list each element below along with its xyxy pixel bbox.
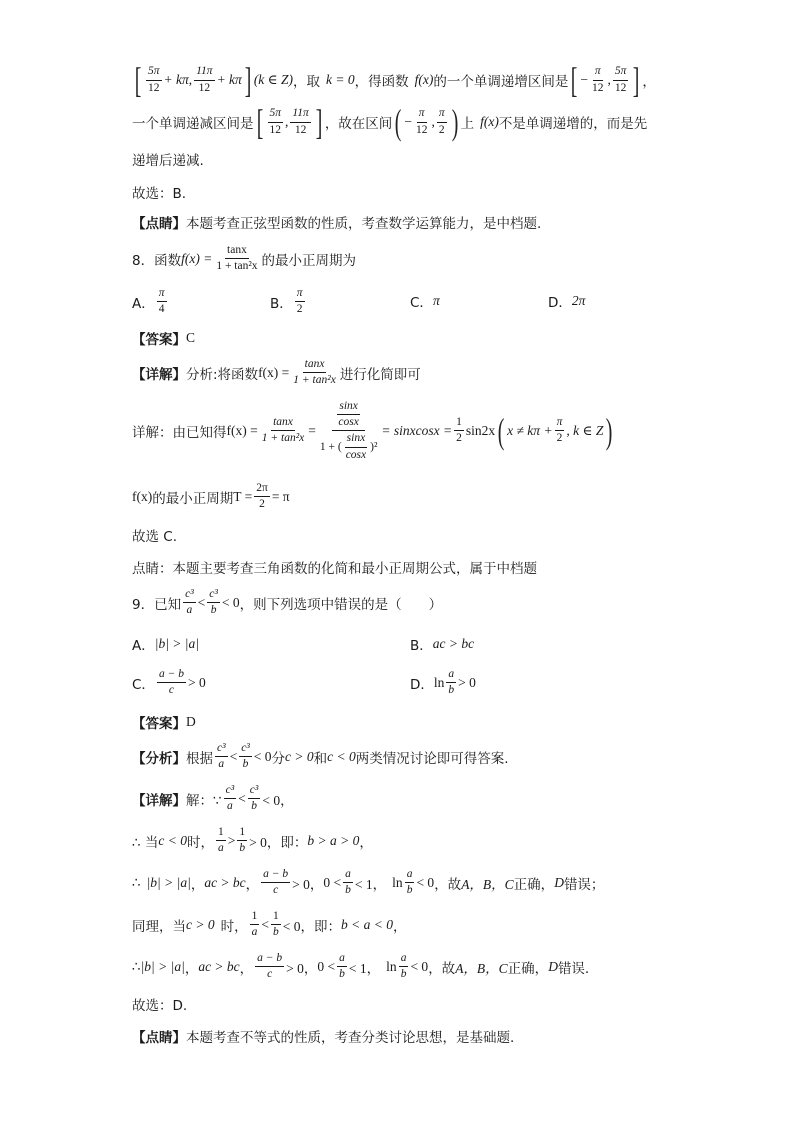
q8-stem [132,244,356,273]
text: ， [190,876,205,893]
text: 分析:将函数 [186,366,259,383]
q9-detail [132,784,294,813]
text: 递增后递减. [132,153,204,169]
fraction-a-b: $\frac{a}{b}$ [400,952,407,981]
fraction-a-b: $\frac{a}{b}$ [339,952,345,981]
plus-kpi: + kπ [216,72,242,87]
text: 分 [271,750,285,767]
q8-select [132,525,177,545]
fraction-a-b: $\frac{a}{b}$ [345,868,351,897]
text: 故选：B. [132,186,187,202]
option-label: A． [132,295,155,312]
fraction-11pi-12: $\frac{11\pi}{12}$ [292,107,309,136]
lt-zero: < 0 [253,748,272,764]
text: 同理，当 [132,918,186,935]
q8-option-c[interactable] [410,291,440,311]
fraction-1-2: $\frac{1}{2}$ [456,416,462,445]
left-paren: ( [497,410,505,451]
text: ， [359,834,373,851]
q8-derivation [132,400,615,462]
ln: ln [433,674,445,690]
text: > 0， [286,960,318,976]
text: < 0 [410,958,429,974]
option-value: 2π [571,293,586,308]
d: D [554,874,564,890]
option-value: > 0 [458,674,476,690]
ac-gt-bc: ac > bc [204,874,246,890]
text: ∴ [132,958,141,975]
b-lt-a-lt-0: b < a < 0 [340,916,393,932]
d: D [548,958,558,974]
fraction-c3-a: $\frac{\text{c³}}{a}$ [225,784,235,813]
abs-b-gt-abs-a: |b| > |a| [146,874,191,890]
fraction-c3-b: $\frac{\text{c³}}{b}$ [241,742,250,771]
sinxcosx: = sinxcosx = [381,422,453,438]
option-value: ac > bc [432,636,475,651]
comma-cn: ， [642,74,656,90]
q9-step-2 [132,868,604,897]
text: 详解：由已知得 [132,424,227,441]
fraction-a-minus-b-c: $\frac{a - b}{c}$ [158,668,184,697]
q9-option-d[interactable] [410,668,476,697]
tag-answer: 【答案】 [132,332,186,348]
right-bracket: ] [315,102,323,142]
option-value: > 0 [187,674,206,690]
q9-step-1 [132,826,373,855]
q8-comment [132,557,537,577]
fraction-tan: $\frac{\tan x}{\text{1 + tan²x}}$ [216,244,258,273]
abs-b-gt-abs-a: |b| > |a| [140,958,185,974]
text: 时， [187,834,214,851]
text: > 0，即： [249,834,308,850]
fx: f(x) [132,488,153,504]
fraction-pi-12: $\frac{\pi}{12}$ [592,65,604,94]
option-label: C． [132,676,155,693]
fraction-1-b: $\frac{1}{b}$ [239,826,246,855]
tag-detail: 【详解】 [132,366,186,383]
ln: ln [392,874,403,890]
fraction-1-b: $\frac{1}{b}$ [272,910,279,939]
line-2 [132,104,647,140]
q8-period [132,482,290,511]
option-label: D． [410,676,434,693]
fraction-a-b: $\frac{a}{b}$ [448,668,455,697]
ac-gt-bc: ac > bc [198,958,240,974]
option-value: |b| > |a| [154,636,199,651]
q9-step-3 [132,910,406,939]
comma: , [607,72,611,87]
equals: = [308,422,316,438]
q8-option-d[interactable] [548,291,585,311]
text: ， [239,960,254,977]
fraction-pi-2: $\frac{\pi}{2}$ [556,416,563,445]
c-gt-0: c > 0 [285,748,314,764]
fraction-pi-2: $\frac{\pi}{2}$ [296,287,303,316]
fx: f(x) = [181,250,213,266]
tag-dianjing: 【点睛】 [132,1030,186,1046]
q9-stem [132,588,442,617]
text: < 0，即： [282,918,341,934]
fraction-2pi-2: $\frac{2\pi}{2}$ [256,482,268,511]
option-value: π [432,293,440,308]
text: 点睛：本题主要考查三角函数的化简和最小正周期公式，属于中档题 [132,561,537,577]
minus: − [580,72,589,87]
plus-kpi: + kπ [163,72,189,87]
fraction-c3-a: $\frac{\text{c³}}{a}$ [217,742,226,771]
text: 故选 C. [132,529,178,545]
condition: x ≠ kπ + [507,422,553,438]
text: < 0 [416,874,435,890]
fraction-sincos: $\frac{\sin x}{\cos x}$ [338,400,359,429]
option-label: D． [548,295,572,311]
fraction-11pi-12: $\frac{11\pi}{12}$ [196,65,213,94]
greater-than: > [227,832,236,848]
text: ， [245,876,260,893]
left-bracket: [ [571,60,578,100]
text: 本题考查正弦型函数的性质，考查数学运算能力，是中档题. [186,216,542,232]
q8-option-a[interactable] [132,287,169,316]
fraction-5pi-12: $\frac{5\pi}{12}$ [269,107,282,136]
k-zero: k = 0 [326,72,355,87]
text: ，故 [434,876,462,893]
less-than: < [197,594,206,610]
text: 不是单调递增的，而是先 [498,116,648,132]
text: < 1， [348,960,381,976]
text: 0 < [317,958,336,974]
text: 根据 [186,750,213,767]
q9-comment [132,1026,514,1046]
fx: f(x) [414,72,434,87]
text: 上 [460,116,475,132]
q9-option-c[interactable] [132,668,206,697]
right-bracket: ] [633,60,640,100]
ln: ln [386,958,397,974]
fraction-tan: $\frac{\tan x}{\text{1 + tan²x}}$ [261,416,305,445]
k-in-z: (k ∈ Z) [253,72,294,87]
tag-detail: 【详解】 [132,792,186,809]
left-bracket: [ [256,102,263,142]
less-than: < [261,916,269,932]
q8-option-b[interactable] [270,287,307,316]
minus: − [404,114,412,129]
text: 9．已知 [132,596,182,613]
text: 8．函数 [132,252,182,269]
text: 解：∵ [186,792,222,809]
condition-k: , k ∈ Z [566,422,604,438]
fraction-pi-12: $\frac{\pi}{12}$ [415,107,428,136]
text: 两类情况讨论即可得答案. [355,750,509,767]
option-label: A． [132,638,155,654]
tag-answer: 【答案】 [132,716,186,732]
right-paren: ) [606,410,613,451]
answer-value: D [186,714,196,729]
equals-pi: = π [271,488,290,504]
text: ， [184,960,199,977]
text: ∴ [132,874,141,891]
text: 的最小正周期 [152,490,234,507]
text: 错误； [563,876,605,893]
b-gt-a-gt-0: b > a > 0 [307,832,360,848]
fraction-sincos: $\frac{\sin x}{\cos x}$ [345,432,367,461]
line-3 [132,149,204,169]
text: 故选：D. [132,998,188,1014]
c-lt-0: c < 0 [158,832,187,848]
q8-answer [132,328,195,348]
fraction-pi-4: $\frac{\pi}{4}$ [158,287,165,316]
fraction-a-minus-b-c: $\frac{a - b}{c}$ [263,868,289,897]
line-1 [132,62,656,98]
comma: , [431,114,435,129]
tag-analysis: 【分析】 [132,750,186,767]
one-plus: 1 + ( [319,440,342,453]
text: 和 [313,750,328,767]
text: 正确， [513,876,555,893]
fraction-a-b: $\frac{a}{b}$ [406,868,413,897]
option-label: C． [410,295,433,311]
text: 一个单调递减区间是 [132,116,254,132]
q9-step-4 [132,952,589,981]
fraction-compound [318,400,380,462]
right-paren: ) [451,102,458,142]
q9-option-b[interactable] [410,634,474,654]
abc: A，B，C [455,960,508,976]
text: 0 < [323,874,342,890]
text: 正确， [507,960,549,977]
option-label: B． [410,638,433,654]
comma: , [285,114,289,129]
tag-dianjing: 【点睛】 [132,216,186,232]
square-close: )² [370,440,378,453]
fx: f(x) = [258,364,290,380]
sin2x: sin2x [465,422,496,438]
fraction-c3-b: $\frac{\text{c³}}{b}$ [209,588,218,617]
fraction-tan: $\frac{\tan x}{\text{1 + tan²x}}$ [293,358,336,387]
text: ，故在区间 [324,116,393,132]
comma: , [188,72,193,87]
left-paren: ( [395,102,402,142]
fx: f(x) = [226,422,258,438]
fraction-c3-a: $\frac{\text{c³}}{a}$ [185,588,194,617]
t-equals: T = [233,488,253,504]
text: ∴ 当 [132,834,159,851]
c-gt-0: c > 0 [186,916,215,932]
answer-value: C [186,330,196,345]
text: ，故 [428,960,456,977]
fraction-5pi-12: $\frac{5\pi}{12}$ [614,65,627,94]
fx: f(x) [480,114,499,129]
text: 错误. [557,960,590,977]
q8-analysis [132,358,421,387]
lt-zero: < 0， [262,792,294,808]
text: ， [392,918,407,935]
text: ，则下列选项中错误的是（ ） [239,596,443,613]
fraction-1-a: $\frac{1}{a}$ [251,910,258,939]
line-5 [132,212,541,232]
option-label: B． [270,295,293,312]
left-bracket: [ [134,60,142,100]
c-lt-0: c < 0 [327,748,356,764]
text: 的一个单调递增区间是 [433,74,569,90]
fraction-pi-2: $\frac{\pi}{2}$ [438,107,445,136]
less-than: < [238,790,246,806]
fraction-1-a: $\frac{1}{a}$ [218,826,224,855]
q9-answer [132,712,196,732]
q9-analysis [132,742,509,771]
fraction-c3-b: $\frac{\text{c³}}{b}$ [249,784,259,813]
text: ，取 [293,74,321,90]
text: < 1， [354,876,387,892]
text: 的最小正周期为 [261,252,357,269]
less-than: < [229,748,238,764]
text: > 0， [292,876,324,892]
line-4 [132,182,186,202]
text: ，得函数 [354,74,409,90]
fraction-a-minus-b-c: $\frac{a - b}{c}$ [257,952,283,981]
q9-select [132,994,187,1014]
text: 时， [220,918,248,935]
q9-option-a[interactable] [132,634,199,654]
right-bracket: ] [244,60,252,100]
abc: A，B，C [461,876,514,892]
text: 本题考查不等式的性质，考查分类讨论思想，是基础题. [186,1030,515,1046]
lt-zero: < 0 [221,594,240,610]
fraction-5pi-12: $\frac{5\pi}{12}$ [148,65,160,94]
text: 进行化简即可 [339,366,421,383]
